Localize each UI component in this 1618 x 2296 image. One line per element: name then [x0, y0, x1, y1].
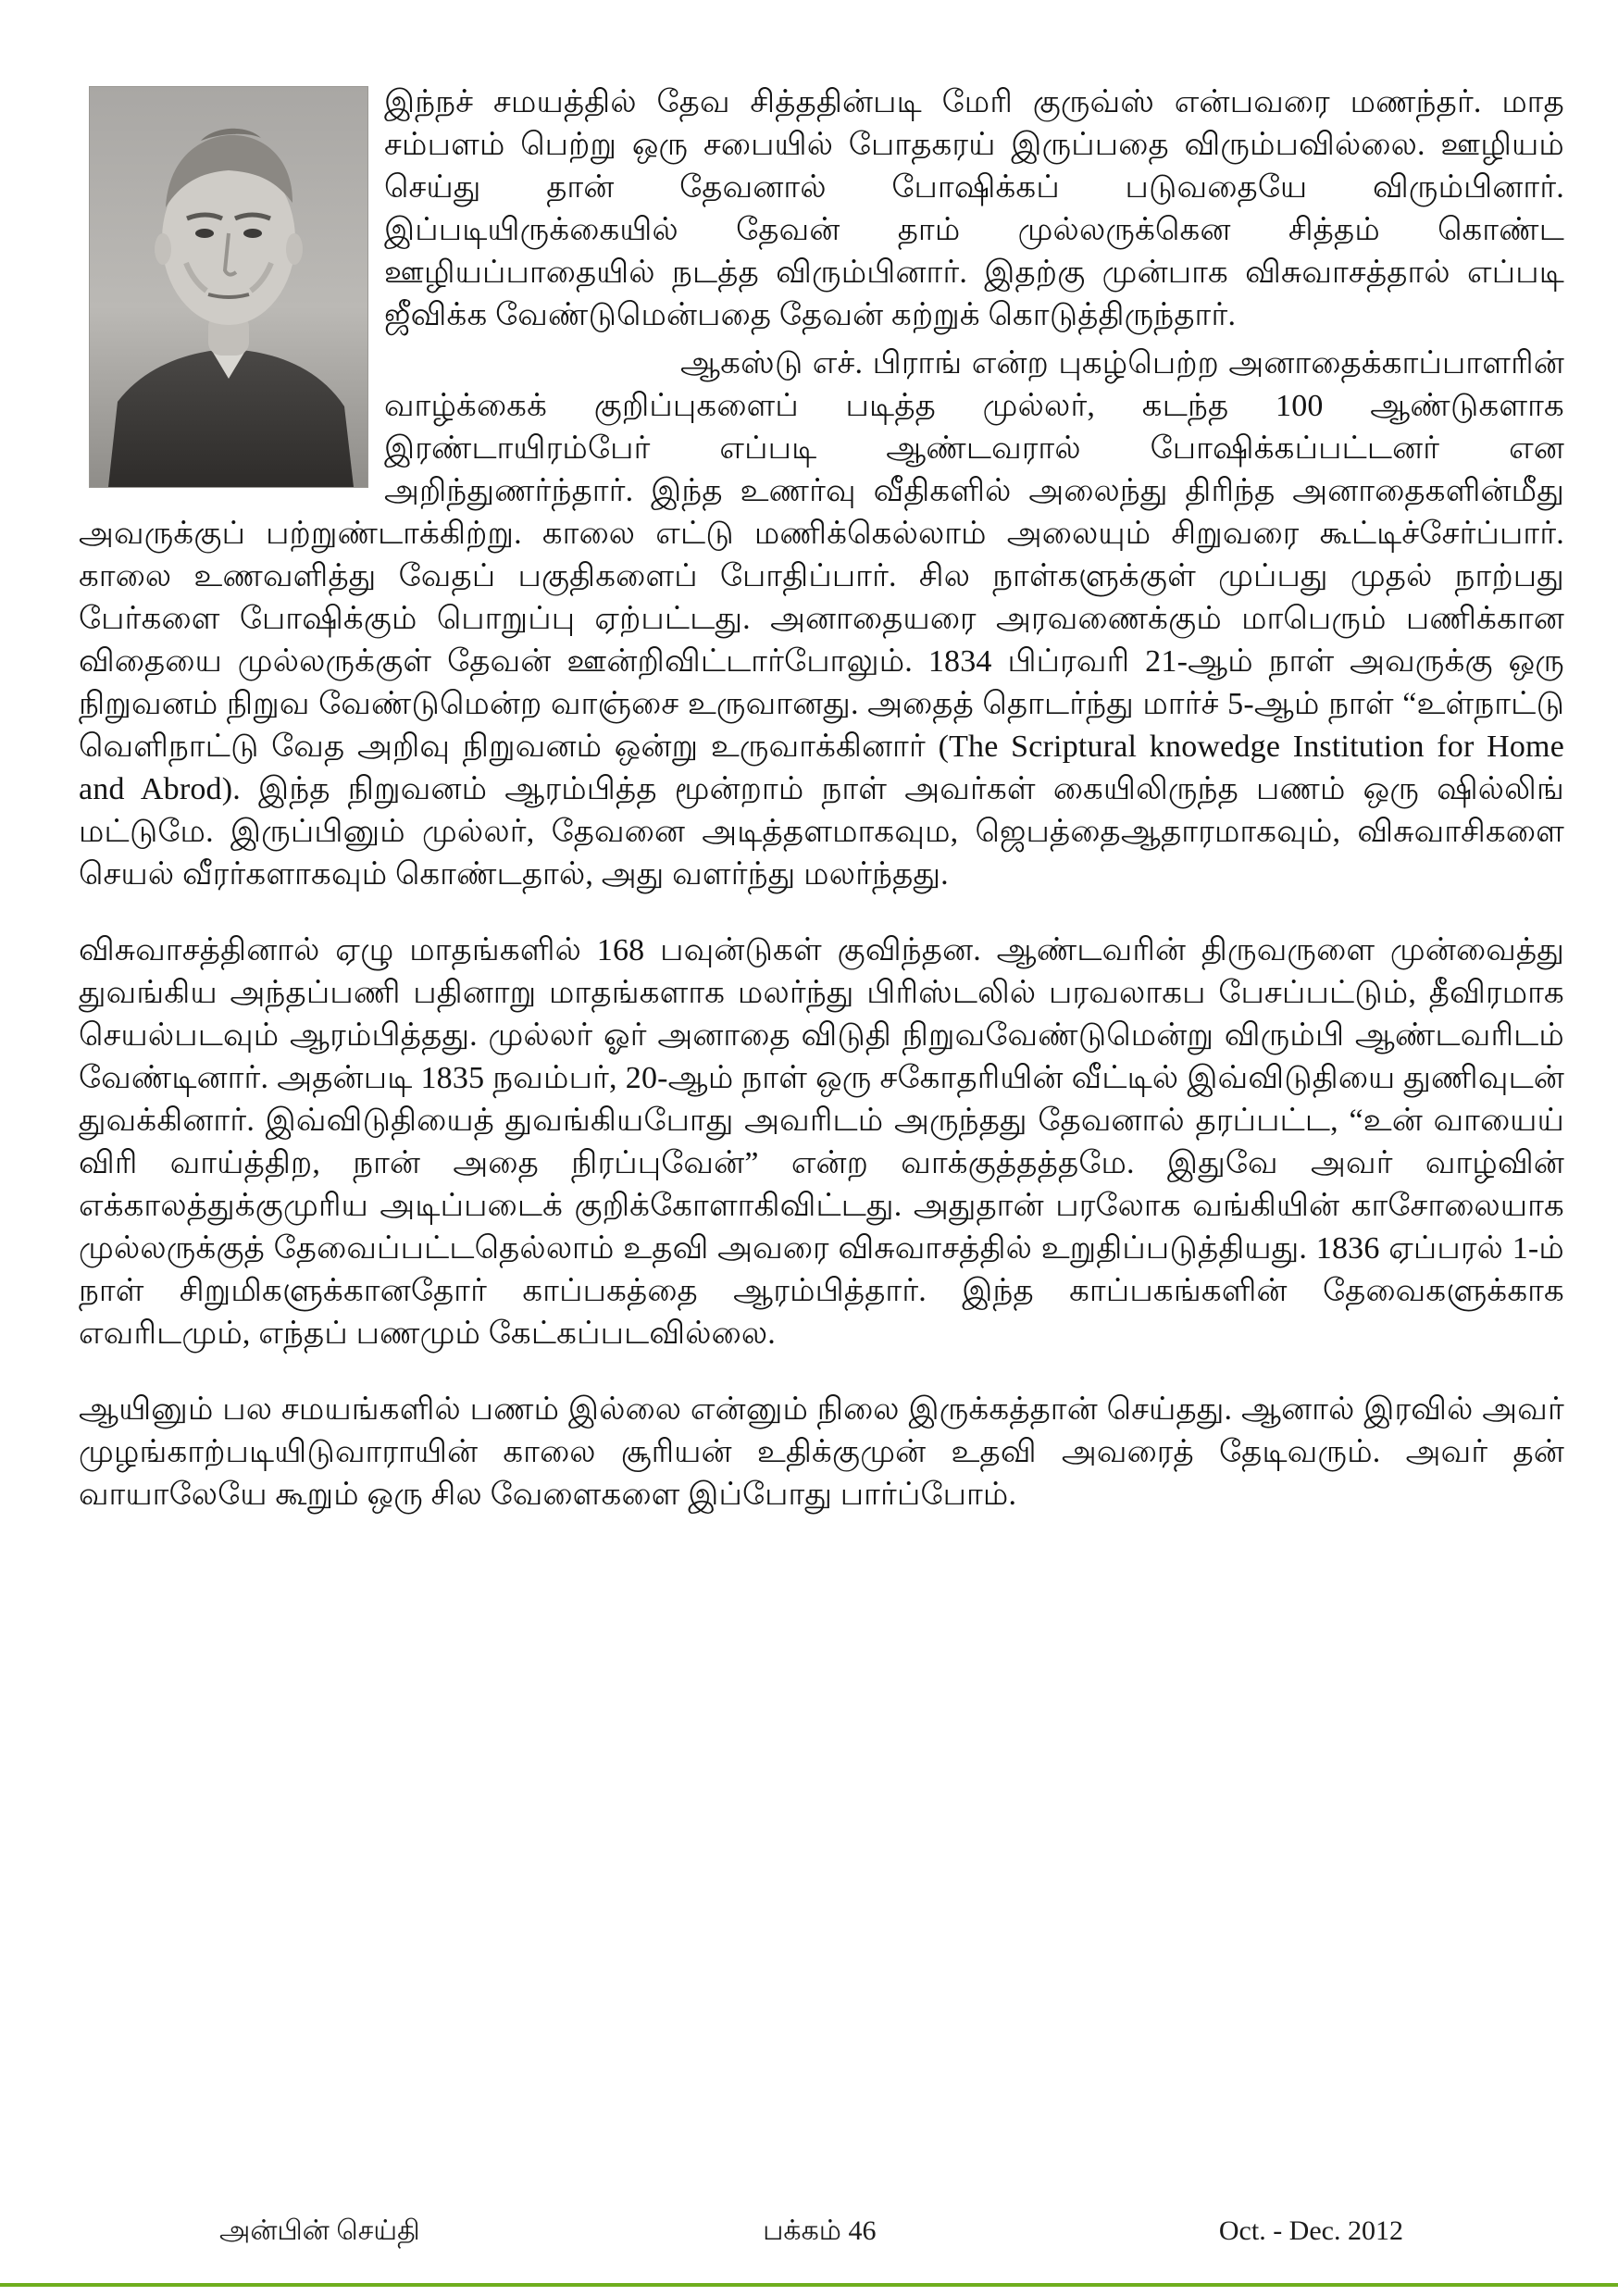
article-body: [79, 81, 1564, 1516]
portrait-photo: [90, 87, 367, 487]
paragraph-1: இந்நச் சமயத்தில் தேவ சித்ததின்படி மேரி குருவ்ஸ் என்பவரை மணந்தர். மாத சம்பளம் பெற்று ஒரு சபையில் போதகரய் இருப்பதை விரும்பவில்லை. ஊழியம் செய்து தான் தேவனால் போஷிக்கப் படுவதையே விரும்பினார். இப்படியிருக்கையில் தேவன் தாம் முல்லருக்கென சித்தம் கொண்ட ஊழியப்பாதையில் நடத்த விரும்பினார். இதற்கு முன்பாக விசுவாசத்தால் எப்படி ஜீவிக்க வேண்டுமென்பதை தேவன் கற்றுக் கொடுத்திருந்தார்.: [384, 85, 1564, 332]
issue-date: Oct. - Dec. 2012: [1218, 2215, 1403, 2246]
magazine-title: அன்பின் செய்தி: [219, 2215, 420, 2246]
page-footer: [219, 2215, 1403, 2248]
paragraph-2: ஆகஸ்டு எச். பிராங் என்ற புகழ்பெற்ற அனாதைக்காப்பாளரின் வாழ்க்கைக் குறிப்புகளைப் படித்த முல்லர், கடந்த 100 ஆண்டுகளாக இரண்டாயிரம்பேர் எப்படி ஆண்டவரால் போஷிக்கப்பட்டனர் என அறிந்துணர்ந்தார். இந்த உணர்வு வீதிகளில் அலைந்து திரிந்த அனாதைகளின்மீது அவருக்குப் பற்றுண்டாக்கிற்று. காலை எட்டு மணிக்கெல்லாம் அலையும் சிறுவரை கூட்டிச்சேர்ப்பார். காலை உணவளித்து வேதப் பகுதிகளைப் போதிப்பார். சில நாள்களுக்குள் முப்பது முதல் நாற்பது பேர்களை போஷிக்கும் பொறுப்பு ஏற்பட்டது. அனாதையரை அரவணைக்கும் மாபெரும் பணிக்கான விதையை முல்லருக்குள் தேவன் ஊன்றிவிட்டார்போலும். 1834 பிப்ரவரி 21-ஆம் நாள் அவருக்கு ஒரு நிறுவனம் நிறுவ வேண்டுமென்ற வாஞ்சை உருவானது. அதைத் தொடர்ந்து மார்ச் 5-ஆம் நாள் “உள்நாட்டு வெளிநாட்டு வேத அறிவு நிறுவனம் ஒன்று உருவாக்கினார் (The Scriptural knowedge Institution for Home and Abrod). இந்த நிறுவனம் ஆரம்பித்த மூன்றாம் நாள் அவர்கள் கையிலிருந்த பணம் ஒரு ஷில்லிங் மட்டுமே. இருப்பினும் முல்லர், தேவனை அடித்தளமாகவும, ஜெபத்தைஆதாரமாகவும், விசுவாசிகளை செயல் வீரர்களாகவும் கொண்டதால், அது வளர்ந்து மலர்ந்தது.: [79, 346, 1564, 892]
paragraph-3: விசுவாசத்தினால் ஏழு மாதங்களில் 168 பவுன்டுகள் குவிந்தன. ஆண்டவரின் திருவருளை முன்வைத்து துவங்கிய அந்தப்பணி பதினாறு மாதங்களாக மலர்ந்து பிரிஸ்டலில் பரவலாகப பேசப்பட்டும், தீவிரமாக செயல்படவும் ஆரம்பித்தது. முல்லர் ஓர் அனாதை விடுதி நிறுவவேண்டுமென்று விரும்பி ஆண்டவரிடம் வேண்டினார். அதன்படி 1835 நவம்பர், 20-ஆம் நாள் ஒரு சகோதரியின் வீட்டில் இவ்விடுதியை துணிவுடன் துவக்கினார். இவ்விடுதியைத் துவங்கியபோது அவரிடம் அருந்தது தேவனால் தரப்பட்ட, “உன் வாயைய் விரி வாய்த்திற, நான் அதை நிரப்புவேன்” என்ற வாக்குத்தத்தமே. இதுவே அவர் வாழ்வின் எக்காலத்துக்குமுரிய அடிப்படைக் குறிக்கோளாகிவிட்டது. அதுதான் பரலோக வங்கியின் காசோலையாக முல்லருக்குத் தேவைப்பட்டதெல்லாம் உதவி அவரை விசுவாசத்தில் உறுதிப்படுத்தியது. 1836 ஏப்பரல் 1-ம் நாள் சிறுமிகளுக்கானதோர் காப்பகத்தை ஆரம்பித்தார். இந்த காப்பகங்களின் தேவைகளுக்காக எவரிடமும், எந்தப் பணமும் கேட்கப்படவில்லை.: [79, 933, 1564, 1351]
portrait-photo-graphic: [90, 87, 367, 487]
page-number: பக்கம் 46: [763, 2215, 877, 2246]
bottom-accent-line: [0, 2283, 1618, 2287]
paragraph-4: ஆயினும் பல சமயங்களில் பணம் இல்லை என்னும் நிலை இருக்கத்தான் செய்தது. ஆனால் இரவில் அவர் முழங்காற்படியிடுவாராயின் காலை சூரியன் உதிக்குமுன் உதவி அவரைத் தேடிவரும். அவர் தன் வாயாலேயே கூறும் ஒரு சில வேளைகளை இப்போது பார்ப்போம்.: [79, 1392, 1564, 1512]
